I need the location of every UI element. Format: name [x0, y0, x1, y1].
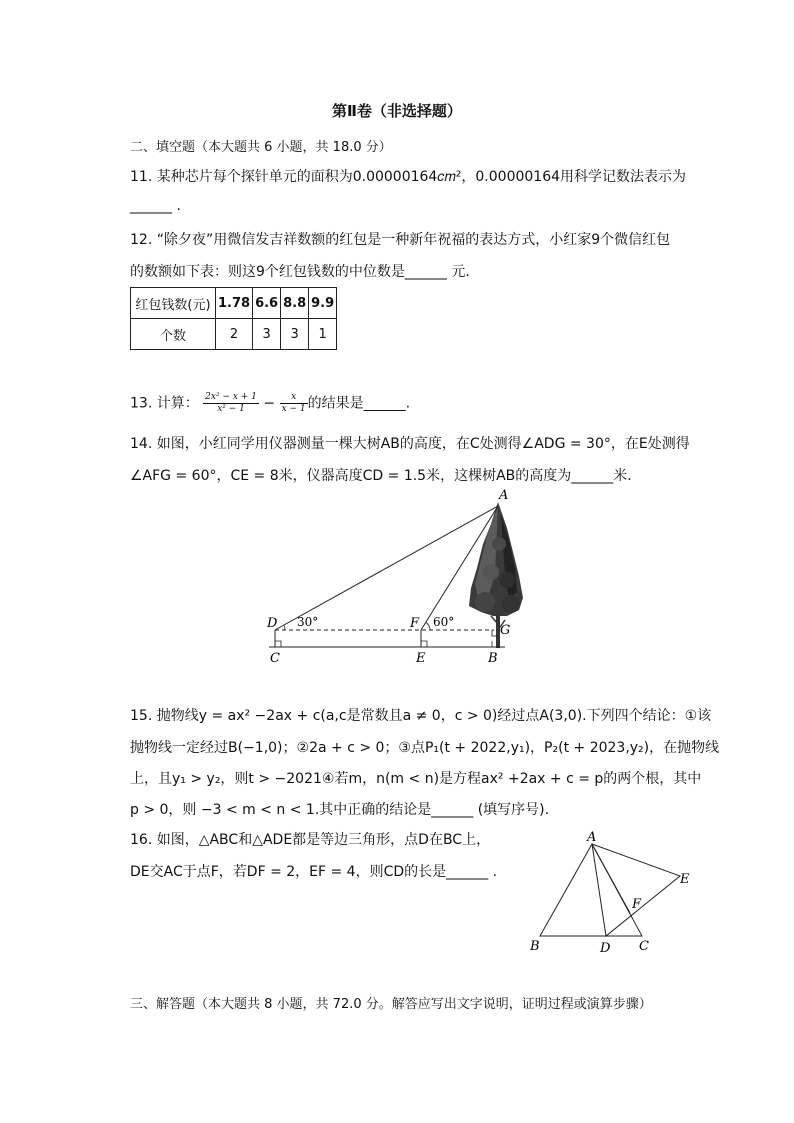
- label-b: B: [530, 939, 540, 954]
- label-d: D: [267, 616, 278, 631]
- label-e: E: [416, 651, 426, 666]
- q15-line2: 抛物线一定经过B(−1,0)；②2a + c > 0；③点P₁(t + 2022,y₁)，P₂(t + 2023,y₂)，在抛物线: [130, 740, 720, 756]
- triangle-abc: [540, 844, 642, 936]
- tree-figure: [255, 484, 535, 666]
- label-angle-30: 30°: [297, 615, 319, 629]
- q13-suffix: 的结果是______.: [307, 395, 411, 412]
- table-cell: 9.9: [309, 288, 337, 319]
- right-angle-c: [275, 641, 281, 647]
- q13-prefix: 13. 计算：: [130, 395, 199, 412]
- q11-line2: ______ .: [130, 198, 181, 214]
- right-angle-e: [421, 641, 427, 647]
- q13-minus: −: [263, 395, 276, 412]
- q16-line2: DE交AC于点F，若DF = 2，EF = 4，则CD的长是______ .: [130, 864, 498, 880]
- q13-f1-numerator: 2x² − x + 1: [205, 392, 257, 402]
- table-header-count: 个数: [131, 319, 216, 350]
- q14-line2: ∠AFG = 60°，CE = 8米，仪器高度CD = 1.5米，这棵树AB的高度为______米.: [130, 468, 632, 484]
- q15-line4: p > 0，则 −3 < m < n < 1.其中正确的结论是______ (填写序号).: [130, 802, 550, 818]
- angle-arc-30: [284, 625, 285, 630]
- table-cell: 3: [253, 319, 281, 350]
- table-cell: 1.78: [216, 288, 253, 319]
- label-f: F: [632, 897, 642, 912]
- q13-line: [130, 392, 410, 415]
- page-title: 第Ⅱ卷（非选择题）: [332, 102, 462, 120]
- q11-line1: 11. 某种芯片每个探针单元的面积为0.00000164𝑐𝑚²，0.00000164用科学记数法表示为: [130, 169, 687, 185]
- q13-fraction-1: [203, 392, 259, 415]
- label-f: F: [410, 616, 420, 631]
- label-a: A: [587, 830, 597, 845]
- section-3-note: （本大题共 8 小题，共 72.0 分。解答应写出文字说明，证明过程或演算步骤）: [195, 997, 652, 1012]
- label-d: D: [600, 941, 611, 956]
- section-2-label: 二、填空题: [130, 140, 196, 155]
- table-header-amount: 红包钱数(元): [131, 288, 216, 319]
- table-cell: 6.6: [253, 288, 281, 319]
- label-g: G: [500, 623, 511, 638]
- q13-f2-denominator: x − 1: [281, 404, 306, 414]
- table-row: [131, 319, 337, 350]
- q13-f2-numerator: x: [280, 392, 308, 404]
- table-cell: 3: [281, 319, 309, 350]
- q13-fraction-2: [280, 392, 308, 415]
- table-cell: 1: [309, 319, 337, 350]
- section-3-heading: [130, 993, 652, 1012]
- label-c: C: [270, 651, 280, 666]
- triangle-figure: [522, 822, 702, 957]
- table-row: [131, 288, 337, 319]
- section-2-note: （本大题共 6 小题，共 18.0 分）: [195, 140, 392, 155]
- label-b: B: [488, 651, 498, 666]
- label-a: A: [499, 488, 509, 503]
- q13-f1-denominator: x² − 1: [217, 404, 245, 414]
- section-2-heading: [130, 136, 392, 155]
- triangle-ade: [592, 844, 680, 936]
- q12-line2: 的数额如下表：则这9个红包钱数的中位数是______ 元.: [130, 264, 470, 280]
- red-envelope-table: [130, 287, 337, 350]
- q12-line1: 12. “除夕夜”用微信发吉祥数额的红包是一种新年祝福的表达方式，小红家9个微信红包: [130, 232, 671, 248]
- label-c: C: [639, 939, 649, 954]
- section-3-label: 三、解答题: [130, 997, 196, 1012]
- q15-line3: 上，且y₁ > y₂，则t > −2021④若m，n(m < n)是方程ax² +2ax + c = p的两个根，其中: [130, 771, 702, 787]
- q16-line1: 16. 如图，△ABC和△ADE都是等边三角形，点D在BC上，: [130, 832, 491, 848]
- label-e: E: [680, 872, 690, 887]
- q14-line1: 14. 如图，小红同学用仪器测量一棵大树AB的高度，在C处测得∠ADG = 30°，在E处测得: [130, 436, 690, 452]
- line-da: [275, 506, 498, 630]
- label-angle-60: 60°: [433, 615, 455, 629]
- table-cell: 2: [216, 319, 253, 350]
- tree-icon: [469, 502, 523, 648]
- q15-line1: 15. 抛物线y = ax² −2ax + c(a,c是常数且a ≠ 0，c > 0)经过点A(3,0).下列四个结论：①该: [130, 708, 712, 724]
- angle-arc-60: [426, 622, 430, 630]
- table-cell: 8.8: [281, 288, 309, 319]
